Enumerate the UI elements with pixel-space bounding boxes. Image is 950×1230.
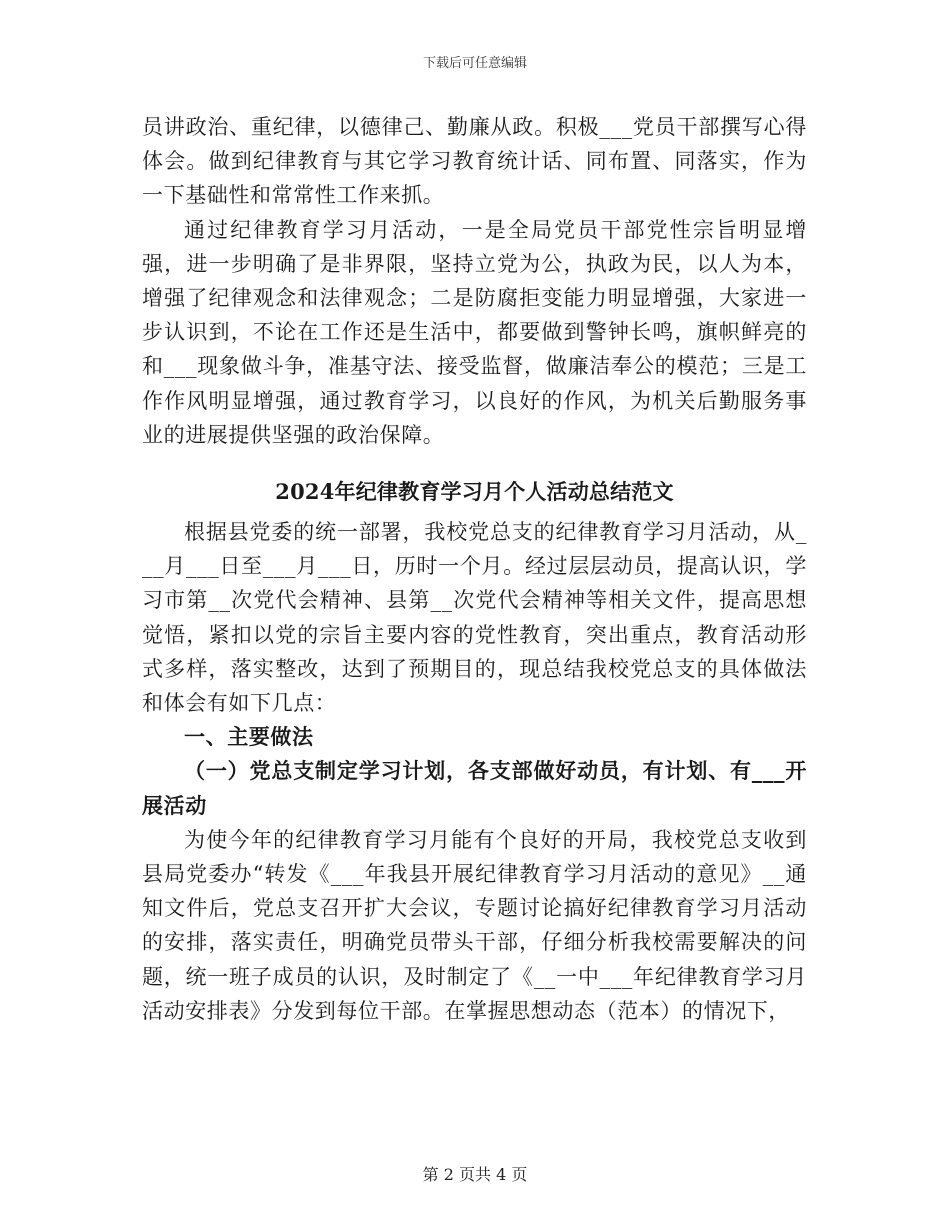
page-number-footer: 第 2 页共 4 页 <box>422 1165 528 1184</box>
paragraph-intro: 根据县党委的统一部署，我校党总支的纪律教育学习月活动，从___月___日至___月___日，历时一个月。经过层层动员，提高认识，学习市第__次党代会精神、县第__次党代会精神等相关文件，提高思想觉悟，紧扣以党的宗旨主要内容的党性教育，突出重点，教育活动形式多样，落实整改，达到了预期目的，现总结我校党总支的具体做法和体会有如下几点： <box>142 520 807 716</box>
paragraph-results: 通过纪律教育学习月活动，一是全局党员干部党性宗旨明显增强，进一步明确了是非界限，坚持立党为公，执政为民，以人为本，增强了纪律观念和法律观念；二是防腐拒变能力明显增强，大家进一步认识到，不论在工作还是生活中，都要做到警钟长鸣，旗帜鲜亮的和___现象做斗争，准基守法、接受监督，做廉洁奉公的模范；三是工作作风明显增强，通过教育学习，以良好的作风，为机关后勤服务事业的进展提供坚强的政治保障。 <box>142 217 807 447</box>
section-title: 2024年纪律教育学习月个人活动总结范文 <box>275 479 674 505</box>
heading-main-practices: 一、主要做法 <box>184 724 314 750</box>
paragraph-details: 为使今年的纪律教育学习月能有个良好的开局，我校党总支收到县局党委办“转发《___年我县开展纪律教育学习月活动的意见》__通知文件后，党总支召开扩大会议，专题讨论搞好纪律教育学习月活动的安排，落实责任，明确党员带头干部，仔细分析我校需要解决的问题，统一班子成员的认识，及时制定了《__一中___年纪律教育学习月活动安排表》分发到每位干部。在掌握思想动态（范本）的情况下， <box>142 827 807 1023</box>
page-header: 下载后可任意编辑 <box>422 56 527 71</box>
document-body <box>142 110 807 1028</box>
heading-subsection-one: （一）党总支制定学习计划，各支部做好动员，有计划、有___开展活动 <box>142 758 807 818</box>
paragraph-continuation: 员讲政治、重纪律，以德律己、勤廉从政。积极___党员干部撰写心得体会。做到纪律教育与其它学习教育统计话、同布置、同落实，作为一下基础性和常常性工作来抓。 <box>142 115 807 208</box>
